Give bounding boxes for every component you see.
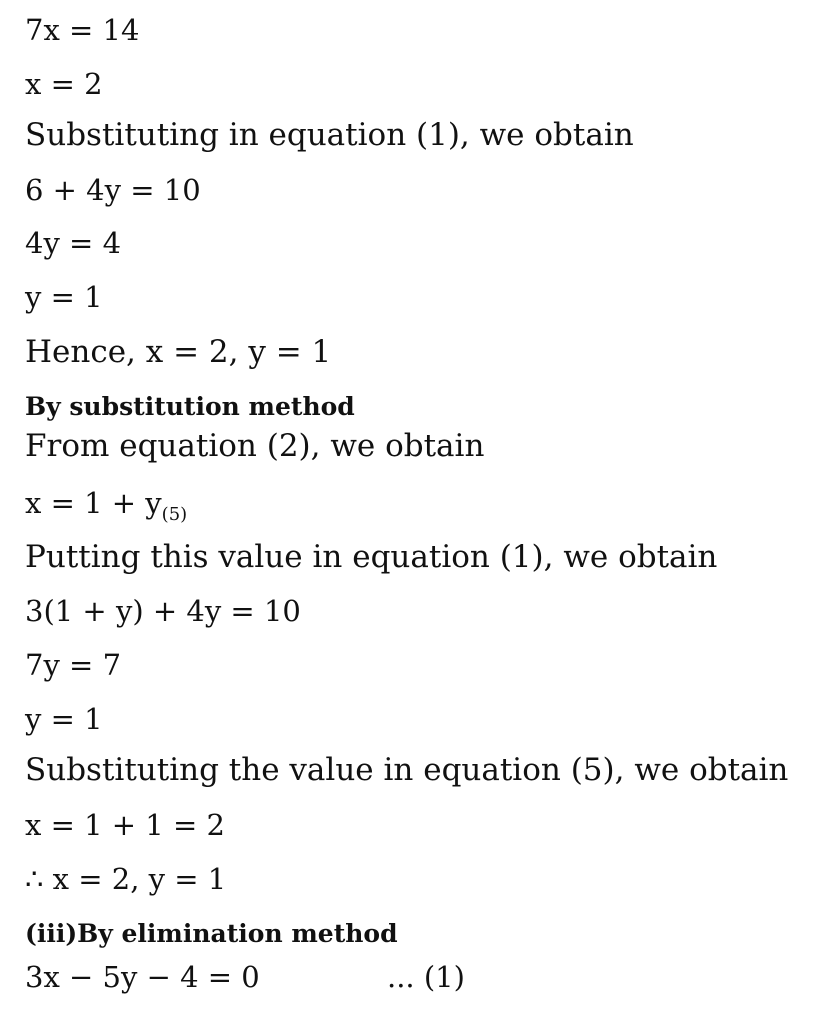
equation-y-equals-1-second: y = 1 bbox=[25, 702, 103, 736]
equation-3x-minus-5y-body: 3x − 5y − 4 = 0 bbox=[25, 960, 260, 994]
equation-tag-1: ... (1) bbox=[387, 960, 465, 994]
equation-6-plus-4y: 6 + 4y = 10 bbox=[25, 173, 201, 207]
equation-7x-equals-14: 7x = 14 bbox=[25, 13, 140, 47]
equation-4y-equals-4: 4y = 4 bbox=[25, 226, 122, 260]
equation-3-1-plus-y: 3(1 + y) + 4y = 10 bbox=[25, 594, 301, 628]
text-hence-result: Hence, x = 2, y = 1 bbox=[25, 334, 332, 370]
equation-x-equals-1-plus-1: x = 1 + 1 = 2 bbox=[25, 808, 225, 842]
equation-7y-equals-7: 7y = 7 bbox=[25, 648, 122, 682]
equation-3x-minus-5y bbox=[25, 960, 785, 994]
equation-x-equals-2: x = 2 bbox=[25, 67, 103, 101]
text-from-equation-2: From equation (2), we obtain bbox=[25, 428, 485, 464]
heading-elimination-method: (iii)By elimination method bbox=[25, 919, 398, 948]
equation-x-equals-1-plus-y-body: x = 1 + y bbox=[25, 486, 162, 520]
equation-therefore-result: ∴ x = 2, y = 1 bbox=[25, 862, 227, 896]
equation-y-equals-1: y = 1 bbox=[25, 280, 103, 314]
heading-substitution-method: By substitution method bbox=[25, 392, 355, 421]
text-substituting-eq1: Substituting in equation (1), we obtain bbox=[25, 117, 634, 153]
text-putting-value: Putting this value in equation (1), we obtain bbox=[25, 539, 718, 575]
equation-label-5: (5) bbox=[161, 504, 188, 525]
equation-x-equals-1-plus-y bbox=[25, 486, 188, 525]
text-substituting-eq5: Substituting the value in equation (5), we obtain bbox=[25, 752, 789, 788]
